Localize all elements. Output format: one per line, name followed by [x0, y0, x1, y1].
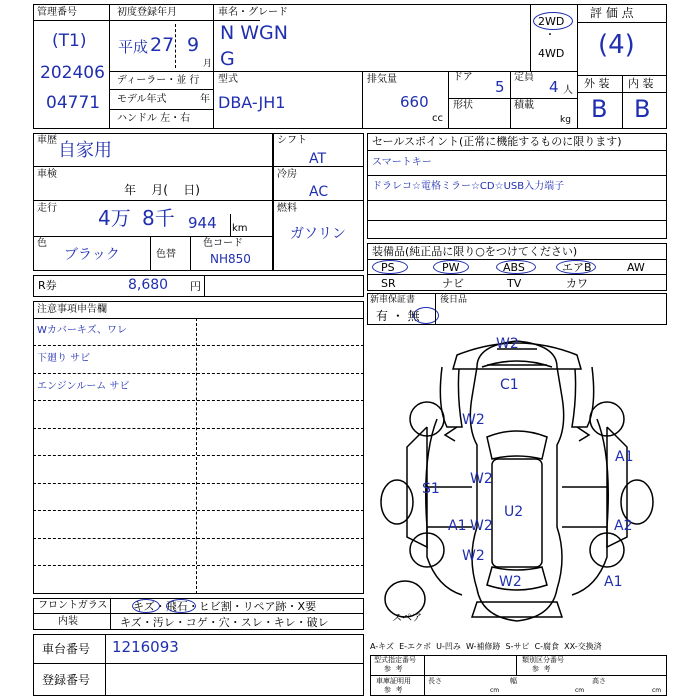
note-row-line: [33, 428, 364, 429]
displacement-label: 排気量: [367, 74, 397, 85]
category-ref: 参 考: [532, 665, 551, 673]
car-name-line: [213, 20, 260, 21]
header-row2-line: [110, 71, 577, 72]
manual-label: 後日品: [440, 295, 468, 305]
damage-mark-rear-left: A1: [448, 518, 467, 534]
warranty-divider: [435, 293, 436, 325]
load-label: 積載: [514, 100, 534, 111]
displacement-divider: [362, 71, 363, 129]
exterior-label: 外 装: [584, 77, 610, 90]
car-grade: G: [220, 48, 235, 70]
cert-width-unit: cm: [575, 687, 585, 694]
mileage-man: 4万: [98, 206, 131, 230]
interior-label2: 内装: [58, 616, 78, 627]
front-glass-items: キズ・飛石・ヒビ割・リペア跡・X要: [133, 600, 317, 613]
color-code-value: NH850: [210, 252, 251, 266]
sales-label: セールスポイント(正常に機能するものに限ります): [372, 135, 622, 148]
glass-chip-circle: [166, 599, 196, 613]
fuel-label: 燃料: [277, 203, 297, 214]
model-value: DBA-JH1: [218, 93, 286, 112]
ac-label: 冷房: [277, 169, 297, 180]
damage-mark-front-right: A1: [615, 449, 634, 465]
model-year-line: [110, 109, 213, 110]
note-row-line: [33, 483, 364, 484]
equip-aw: AW: [627, 261, 645, 274]
history-value: 自家用: [58, 140, 112, 161]
eval-label-line: [577, 22, 667, 23]
model-year-unit: 年: [200, 94, 210, 105]
fuel-value: ガソリン: [290, 226, 346, 242]
equip-tv: TV: [507, 277, 522, 290]
equip-pw: PW: [442, 261, 460, 274]
chassis-label: 車台番号: [42, 642, 91, 656]
sales-line4: [367, 220, 667, 221]
color-code-label: 色コード: [203, 238, 243, 249]
first-reg-month-unit: 月: [203, 59, 213, 69]
model-year-label: モデル年式: [117, 94, 167, 105]
interior-label: 内 装: [628, 77, 654, 90]
cert-height-unit: cm: [652, 687, 662, 694]
r-ticket-label: R券: [38, 279, 57, 292]
r-ticket-divider: [204, 275, 205, 297]
color-change-label: 色替: [156, 249, 176, 260]
equip-airbag: エアB: [562, 261, 592, 274]
mgmt-num1: 202406: [40, 63, 105, 83]
eval-mid-divider: [622, 75, 623, 129]
note-row-line: [33, 345, 364, 346]
first-reg-label: 初度登録年月: [117, 7, 177, 18]
front-glass-label: フロントガラス: [38, 600, 108, 611]
note-item-2: 下廻り サビ: [37, 353, 91, 364]
first-reg-month: 9: [187, 34, 200, 56]
type-designation-label: 型式指定番号: [374, 656, 416, 664]
sales-line2: [367, 175, 667, 176]
inspection-line: [33, 200, 273, 201]
glass-scratch-circle: [132, 599, 160, 613]
damage-mark-left-side: S1: [422, 481, 440, 497]
damage-mark-roof: U2: [504, 504, 524, 520]
damage-mark-hood: C1: [500, 377, 519, 393]
damage-mark-front: W2: [496, 336, 519, 352]
capacity-unit: 人: [563, 85, 573, 96]
capacity-divider: [510, 71, 511, 129]
glass-mid-line: [33, 613, 364, 614]
note-row-line: [33, 400, 364, 401]
damage-mark-rear-right: A2: [614, 518, 633, 534]
mileage-km-box: [230, 214, 250, 236]
capacity-value: 4: [549, 78, 559, 96]
sales-item-1: スマートキー: [372, 157, 432, 168]
reg-label: 登録番号: [42, 673, 91, 687]
spare-label: スペア: [392, 613, 422, 624]
history-line: [33, 166, 273, 167]
car-name-label: 車名・グレード: [218, 7, 288, 18]
first-reg-divider: [213, 4, 214, 71]
category-label: 類別区分番号: [522, 656, 564, 664]
notes-label: 注意事項申告欄: [37, 304, 107, 315]
damage-mark-rear-left-door: W2: [470, 518, 493, 534]
equip-abs: ABS: [503, 261, 525, 274]
shift-line: [273, 166, 364, 167]
note-item-1: Wカバーキズ、ワレ: [37, 325, 127, 336]
car-name: N WGN: [220, 22, 288, 44]
mileage-unit: km: [232, 223, 248, 234]
eval-label: 評 価 点: [590, 6, 634, 20]
drive-divider: [530, 4, 531, 71]
drive-2wd: 2WD: [538, 15, 565, 28]
color-code-divider: [190, 236, 191, 271]
interior-grade: B: [634, 95, 651, 123]
mgmt-num2: 04771: [46, 93, 101, 113]
notes-rows: [33, 318, 364, 594]
ac-line: [273, 200, 364, 201]
shift-label: シフト: [277, 135, 307, 146]
r-ticket-unit: 円: [190, 280, 201, 293]
mileage-sen: 8千: [142, 206, 175, 230]
chassis-divider: [105, 634, 106, 696]
model-label: 型式: [218, 74, 238, 85]
color-divider: [150, 236, 151, 271]
cert-length: 長さ: [428, 677, 442, 685]
door-label: ドア: [453, 72, 473, 83]
note-row-line: [33, 565, 364, 566]
mgmt-label: 管理番号: [37, 7, 77, 18]
mileage-line: [33, 236, 273, 237]
cert-label-divider: [424, 655, 425, 696]
note-row-line: [33, 538, 364, 539]
cert-width: 幅: [510, 677, 517, 685]
chassis-mid-line: [33, 663, 364, 664]
first-reg-dash: [175, 24, 176, 68]
mileage-label: 走行: [37, 203, 57, 214]
mgmt-t: (T1): [52, 31, 87, 51]
damage-mark-rear-bumper: A1: [604, 574, 623, 590]
first-reg-line: [110, 20, 213, 21]
inspection-value: 年 月( 日): [124, 183, 200, 197]
equip-sr: SR: [381, 277, 396, 290]
cert-ref: 参 考: [384, 686, 403, 694]
drive-dot: ・: [545, 30, 555, 41]
warranty-value: 有 ・ 無: [376, 309, 420, 323]
dealer-divider: [213, 71, 214, 129]
sales-line3: [367, 200, 667, 201]
damage-mark-rear: W2: [499, 574, 522, 590]
note-row-line: [33, 510, 364, 511]
sales-item-2: ドラレコ☆電格ミラー☆CD☆USB入力端子: [372, 181, 565, 192]
shape-line: [448, 98, 577, 99]
first-reg-year: 27: [150, 34, 175, 56]
damage-mark-left-door: W2: [470, 471, 493, 487]
ac-value: AC: [309, 184, 329, 200]
handle-label: ハンドル 左・右: [117, 113, 191, 124]
sales-line1: [367, 150, 667, 151]
cert-height: 高さ: [592, 677, 606, 685]
capacity-label: 定員: [514, 72, 534, 83]
exterior-grade: B: [591, 95, 608, 123]
first-reg-era: 平成: [118, 38, 149, 56]
drive-4wd: 4WD: [538, 47, 565, 60]
door-divider: [448, 71, 449, 129]
glass-divider: [110, 598, 111, 630]
dealer-label: ディーラー・並 行: [117, 75, 200, 86]
r-ticket-amount: 8,680: [128, 277, 169, 293]
equip-label: 装備品(純正品に限り○をつけてください): [372, 245, 578, 258]
displacement-value: 660: [400, 93, 429, 111]
mgmt-label-line: [33, 20, 110, 21]
equip-leather: カワ: [566, 277, 588, 290]
damage-mark-left-quarter: W2: [462, 548, 485, 564]
note-item-3: エンジンルーム サビ: [37, 381, 130, 392]
inspection-label: 車検: [37, 169, 57, 180]
displacement-unit: cc: [432, 113, 443, 124]
load-unit: kg: [560, 115, 571, 125]
warranty-label: 新車保証書: [370, 295, 416, 305]
cert-mid-line: [370, 675, 667, 676]
equip-ps: PS: [381, 261, 395, 274]
damage-mark-windshield: W2: [462, 412, 485, 428]
damage-legend: A-キズ E-エクボ U-凹み W-補修跡 S-サビ C-腐食 XX-交換済: [370, 642, 602, 651]
equip-line2: [367, 274, 667, 275]
cert-length-unit: cm: [490, 687, 500, 694]
mileage-rest: 944: [188, 214, 217, 232]
door-value: 5: [495, 78, 505, 96]
cert-label: 車庫証明用: [376, 677, 411, 685]
history-label: 車歴: [37, 135, 57, 146]
note-row-line: [33, 373, 364, 374]
note-row-line: [33, 455, 364, 456]
interior-items: キズ・汚レ・コゲ・穴・スレ・キレ・破レ: [120, 616, 329, 629]
cert-divider: [516, 655, 517, 675]
equip-navi: ナビ: [442, 277, 464, 290]
color-label: 色: [37, 238, 47, 249]
type-designation-ref: 参 考: [384, 665, 403, 673]
shape-label: 形状: [453, 100, 473, 111]
shift-value: AT: [309, 151, 327, 167]
chassis-value: 1216093: [112, 638, 179, 656]
eval-sub-line: [577, 92, 667, 93]
eval-score: (4): [598, 30, 635, 60]
dealer-line: [110, 89, 213, 90]
color-value: ブラック: [64, 247, 120, 263]
